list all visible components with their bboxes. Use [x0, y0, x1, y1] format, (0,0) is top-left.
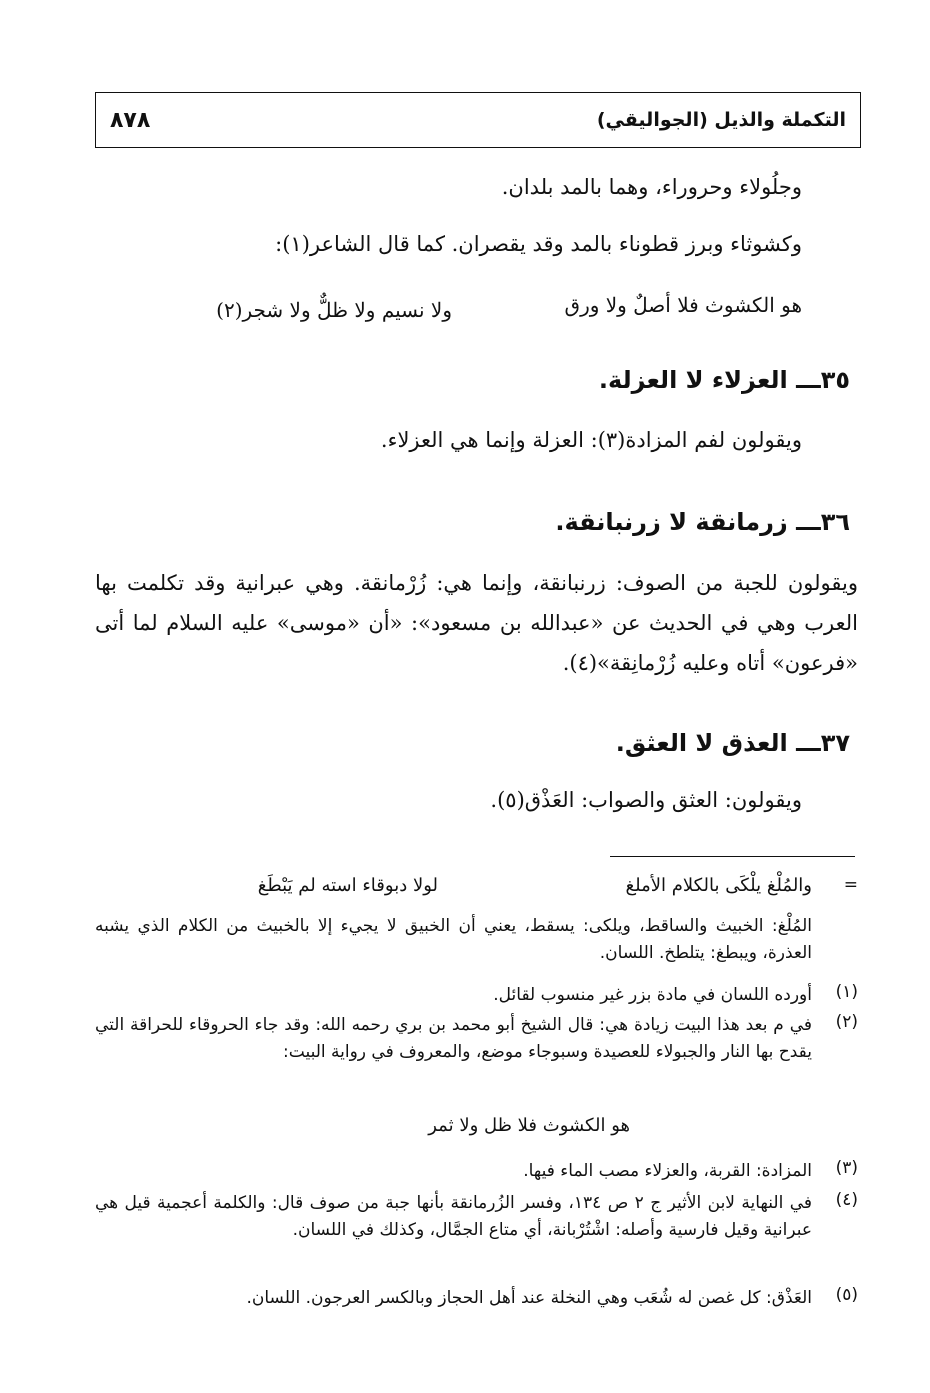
footnote-3-number: (٣) — [835, 1158, 858, 1178]
heading-37: ٣٧ـــ العذق لا العثق. — [615, 729, 850, 757]
footnote-2-number: (٢) — [835, 1012, 858, 1032]
body-line-1: وجلُولاء وحروراء، وهما بالمد بلدان. — [501, 175, 802, 199]
heading-36: ٣٦ـــ زرمانقة لا زرنبانقة. — [555, 508, 850, 536]
footnote-separator — [610, 856, 855, 857]
footnote-continuation-marker: = — [843, 875, 858, 895]
footnote-2-verse: هو الكشوث فلا ظل ولا ثمر — [428, 1115, 630, 1136]
footnote-3-text: المزادة: القربة، والعزلاء مصب الماء فيها. — [523, 1161, 812, 1181]
page-number: ٨٧٨ — [110, 107, 151, 133]
footnote-4-text: في النهاية لابن الأثير ج ٢ ص ١٣٤، وفسر الزُرمانقة بأنها جبة من صوف قال: والكلمة أعجمية قيل هي عبرانية وقيل فارسية وأصله: اشْتُرْبانة، أي متاع الجمَّال، وكذلك في اللسان. — [95, 1193, 812, 1240]
footnote-5-text: العَذْق: كل غصن له شُعَب وهي النخلة عند أهل الحجاز وبالكسر العرجون. اللسان. — [246, 1288, 812, 1308]
paragraph-37: ويقولون: العثق والصواب: العَذْق(٥). — [490, 788, 802, 812]
paragraph-36: ويقولون للجبة من الصوف: زرنبانقة، وإنما هي: زُرْمانقة. وهي عبرانية وقد تكلمت بها العرب وهي في الحديث عن «عبدالله بن مسعود»: «أن «موسى» عليه السلام لما أتى «فرعون» أتاه وعليه زُرْمانِقة»(٤). — [95, 571, 858, 675]
verse-second-hemistich: ولا نسيم ولا ظلٌّ ولا شجر(٢) — [216, 298, 452, 322]
footnote-1-text: أورده اللسان في مادة بزر غير منسوب لقائل. — [493, 985, 812, 1005]
verse-first-hemistich: هو الكشوث فلا أصلٌ ولا ورق — [564, 293, 802, 317]
running-title: التكملة والذيل (الجواليقي) — [596, 109, 846, 131]
body-line-2: وكشوثاء وبرز قطوناء بالمد وقد يقصران. كما قال الشاعر(١): — [275, 232, 802, 256]
page-header — [95, 92, 861, 148]
footnote-continuation-text: المُلْغ: الخبيث والساقط، ويلكى: يسقط، يعني أن الخبيق لا يجيء إلا بالخبيث من الكلام الذي يشبه العذرة، ويبطغ: يتلطخ. اللسان. — [95, 916, 812, 963]
heading-35: ٣٥ـــ العزلاء لا العزلة. — [598, 366, 850, 394]
footnote-verse-first: والمُلْغ يلْكَى بالكلام الأملغ — [625, 875, 812, 896]
footnote-1-number: (١) — [835, 982, 858, 1002]
footnote-4-number: (٤) — [835, 1190, 858, 1210]
footnote-2-text: في م بعد هذا البيت زيادة هي: قال الشيخ أبو محمد بن بري رحمه الله: وقد جاء الحروقاء للحراقة التي يقدح بها النار والجبولاء للعصيدة وسبوجاء موضع، والمعروف في رواية البيت: — [95, 1015, 812, 1062]
paragraph-35: ويقولون لفم المزادة(٣): العزلة وإنما هي العزلاء. — [380, 428, 802, 452]
footnote-verse-second: لولا دبوقاء استه لم يَبْطَغ — [257, 875, 438, 896]
footnote-5-number: (٥) — [835, 1285, 858, 1305]
